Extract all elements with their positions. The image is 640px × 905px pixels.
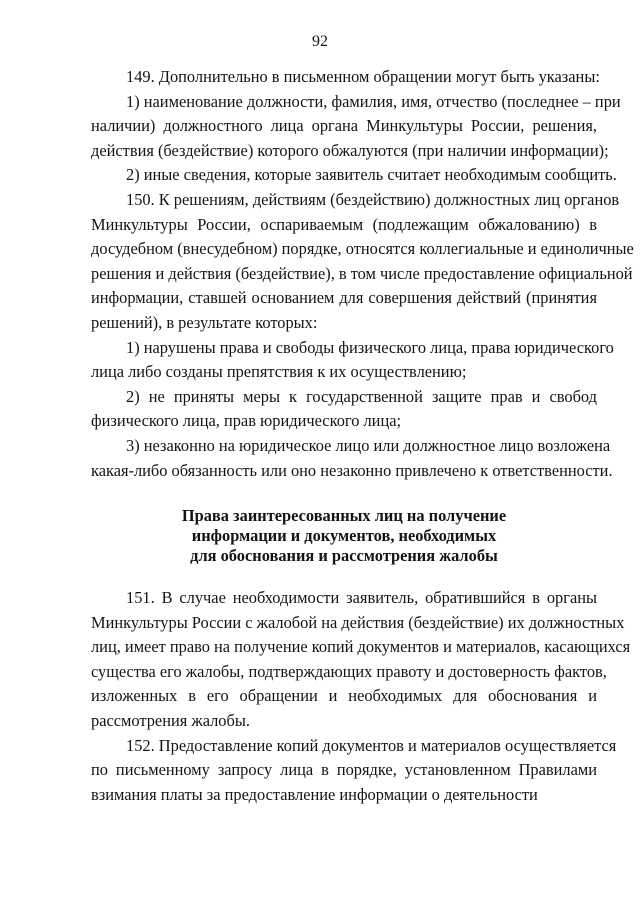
- paragraph-line: решения и действия (бездействие), в том числе предоставление официальной: [91, 263, 633, 283]
- paragraph: [91, 734, 617, 808]
- paragraph-line: изложенных в его обращении и необходимых для обоснования и: [91, 686, 597, 706]
- heading-line: для обоснования и рассмотрения жалобы: [190, 546, 498, 566]
- paragraph-line: лиц, имеет право на получение копий документов и материалов, касающихся: [91, 637, 631, 657]
- paragraph-line: 151. В случае необходимости заявитель, обратившийся в органы: [126, 588, 597, 608]
- paragraph-line: 150. К решениям, действиям (бездействию) должностных лиц органов: [126, 189, 620, 209]
- paragraph-line: решений), в результате которых:: [91, 312, 318, 332]
- paragraph-line: досудебном (внесудебном) порядке, относятся коллегиальные и единоличные: [91, 239, 634, 259]
- paragraph-line: лица либо созданы препятствия к их осуществлению;: [91, 362, 467, 382]
- paragraph-line: 3) незаконно на юридическое лицо или должностное лицо возложена: [126, 435, 611, 455]
- page-number: 92: [312, 33, 328, 50]
- paragraph-line: какая-либо обязанность или оно незаконно привлечено к ответственности.: [91, 460, 613, 480]
- heading-line: информации и документов, необходимых: [191, 526, 497, 546]
- section-rights-content: [91, 586, 631, 807]
- section-heading: [91, 506, 597, 566]
- paragraph: [91, 90, 621, 164]
- paragraph: [91, 434, 613, 483]
- paragraph-line: по письменному запросу лица в порядке, установленном Правилами: [91, 760, 597, 780]
- paragraph-line: 1) наименование должности, фамилия, имя, отчество (последнее – при: [126, 91, 621, 111]
- paragraph-line: взимания платы за предоставление информации о деятельности: [91, 784, 538, 804]
- paragraph-line: 2) иные сведения, которые заявитель считает необходимым сообщить.: [126, 165, 617, 185]
- paragraph: [91, 336, 614, 385]
- paragraph-line: действия (бездействие) которого обжалуются (при наличии информации);: [91, 140, 609, 160]
- paragraph-line: физического лица, прав юридического лица;: [91, 411, 402, 431]
- paragraph-line: информации, ставшей основанием для совершения действий (принятия: [91, 288, 597, 308]
- paragraph: [91, 163, 617, 188]
- heading-line: Права заинтересованных лиц на получение: [181, 506, 507, 526]
- paragraph-line: рассмотрения жалобы.: [91, 711, 250, 731]
- paragraph-line: Минкультуры России с жалобой на действия (бездействие) их должностных: [91, 612, 625, 632]
- paragraph: [91, 385, 597, 434]
- section-appeal-content: [91, 65, 634, 483]
- paragraph-line: наличии) должностного лица органа Минкультуры России, решения,: [91, 116, 597, 136]
- document-body: [91, 65, 634, 807]
- paragraph-line: существа его жалобы, подтверждающих правоту и достоверность фактов,: [91, 661, 607, 681]
- paragraph-line: 152. Предоставление копий документов и материалов осуществляется: [126, 735, 617, 755]
- paragraph-line: Минкультуры России, оспариваемым (подлежащим обжалованию) в: [91, 214, 597, 234]
- paragraph-line: 1) нарушены права и свободы физического лица, права юридического: [126, 337, 614, 357]
- paragraph-line: 2) не приняты меры к государственной защите прав и свобод: [126, 386, 597, 406]
- paragraph: [91, 188, 634, 336]
- paragraph: [91, 65, 600, 90]
- paragraph-line: 149. Дополнительно в письменном обращении могут быть указаны:: [126, 67, 600, 86]
- paragraph: [91, 586, 631, 734]
